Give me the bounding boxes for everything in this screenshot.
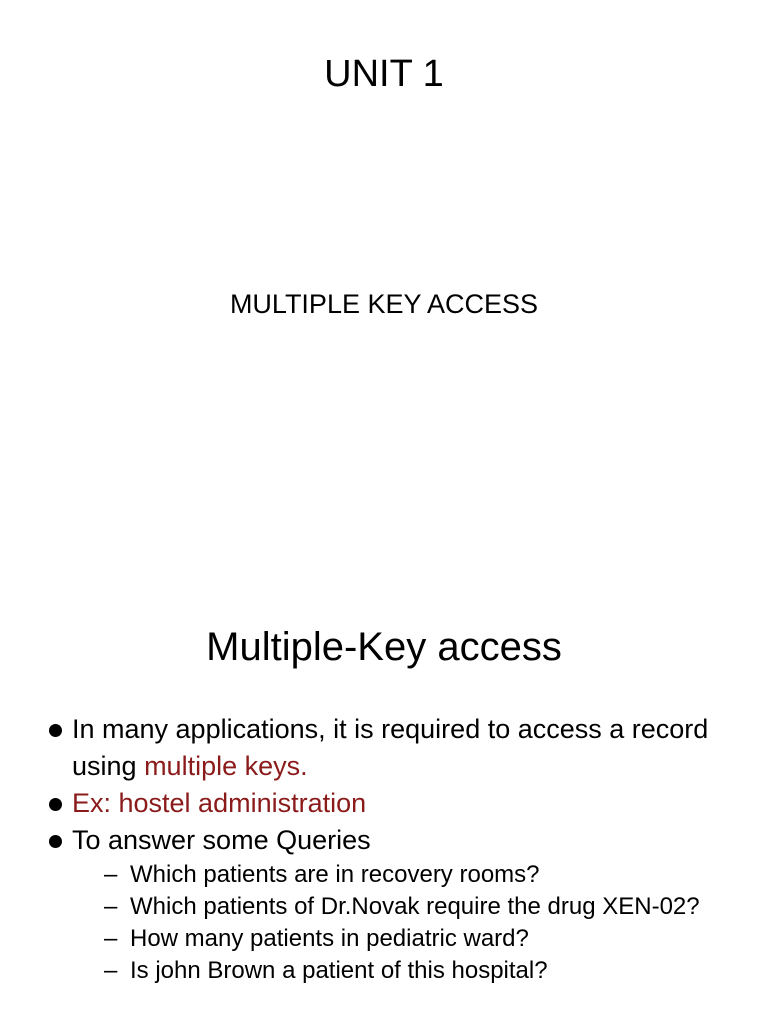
sub-bullet-item — [104, 955, 726, 987]
unit-title: UNIT 1 — [324, 53, 444, 95]
bullet-dot-icon — [49, 724, 62, 737]
sub-bullet-text: How many patients in pediatric ward? — [130, 925, 529, 952]
sub-bullet-item — [104, 923, 726, 955]
bullet-dot-icon — [49, 835, 62, 848]
sub-bullet-list — [72, 859, 726, 987]
unit-subtitle: MULTIPLE KEY ACCESS — [229, 289, 539, 319]
bullet-item — [46, 822, 726, 987]
bullet-dot-icon — [49, 798, 62, 811]
bullet-list — [46, 711, 726, 987]
bullet-text: In many applications, it is required to access a record using — [72, 714, 709, 781]
sub-bullet-text: Is john Brown a patient of this hospital? — [130, 957, 548, 984]
slide-2 — [0, 575, 768, 1024]
sub-bullet-text: Which patients are in recovery rooms? — [130, 861, 540, 888]
bullet-highlight: multiple keys. — [144, 751, 308, 781]
dash-icon: – — [104, 925, 118, 952]
sub-bullet-item — [104, 859, 726, 891]
dash-icon: – — [104, 893, 118, 920]
bullet-item — [46, 785, 726, 822]
slide-title: Multiple-Key access — [206, 625, 562, 669]
bullet-highlight: Ex: hostel administration — [72, 788, 367, 818]
sub-bullet-text: Which patients of Dr.Novak require the drug XEN-02? — [130, 893, 700, 920]
sub-bullet-item — [104, 891, 726, 923]
dash-icon: – — [104, 861, 118, 888]
bullet-item — [46, 711, 726, 785]
bullet-text: To answer some Queries — [72, 825, 371, 855]
dash-icon: – — [104, 957, 118, 984]
